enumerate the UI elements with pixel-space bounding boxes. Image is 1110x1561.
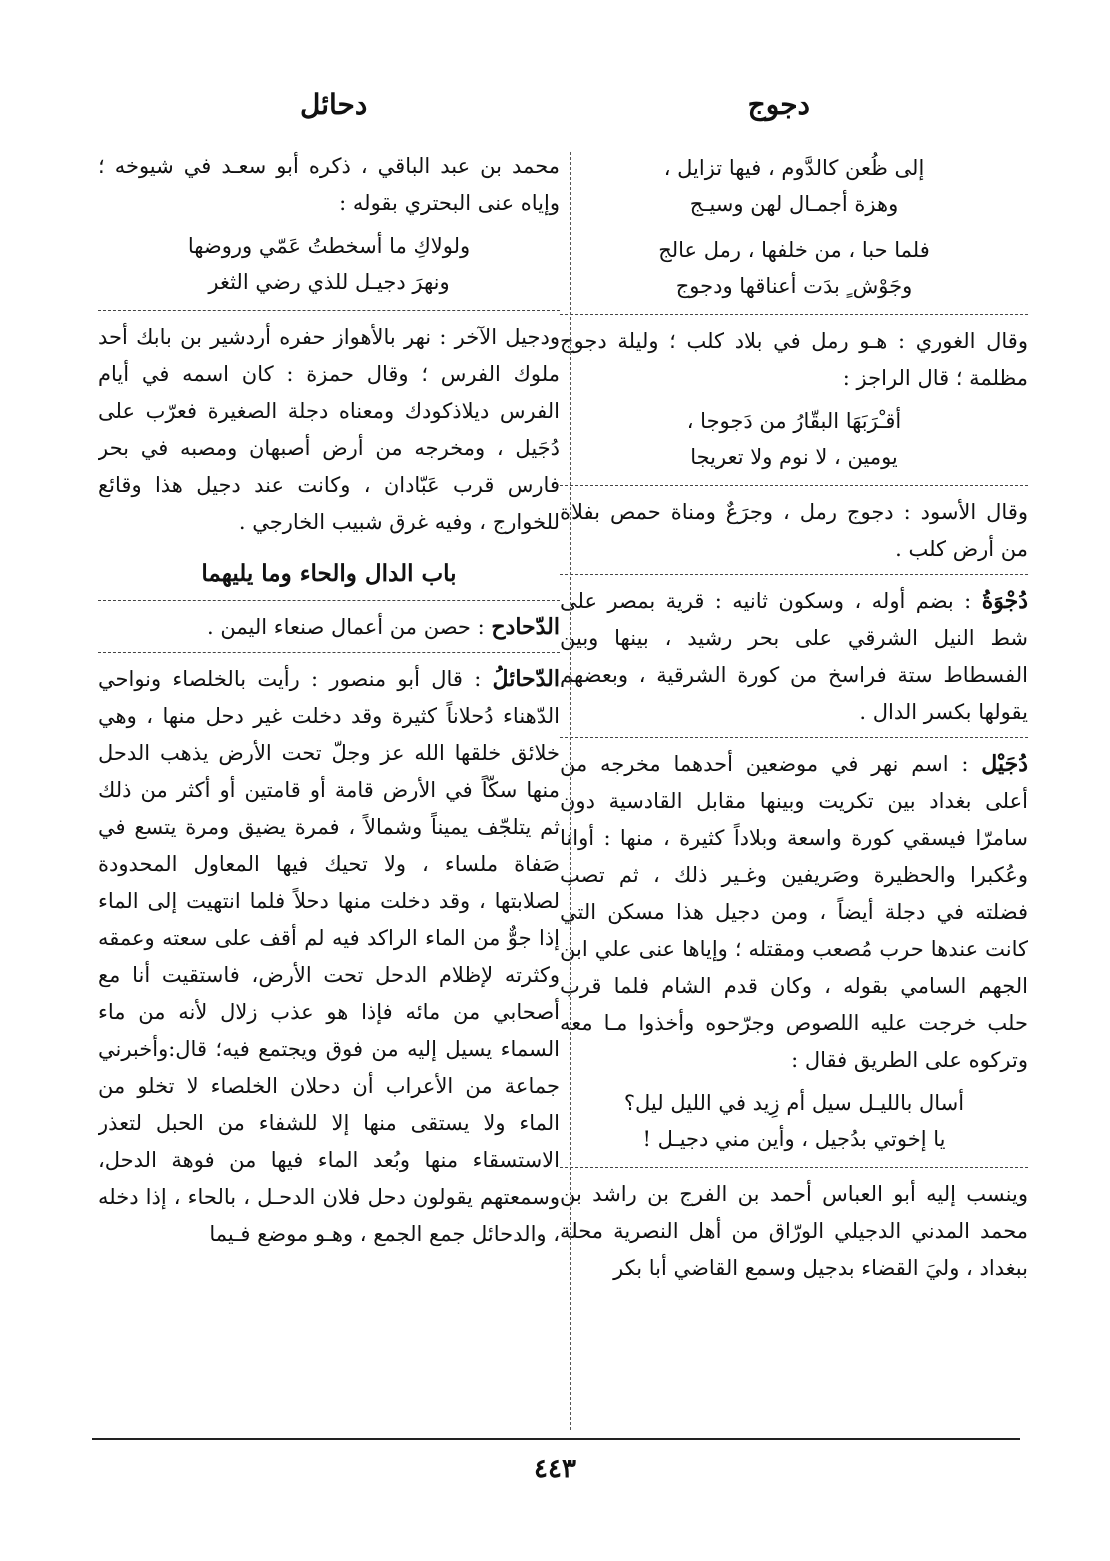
entry-separator [98,600,560,601]
verse-block [560,1085,1028,1157]
verse-block [560,150,1028,222]
entry-headword: الدّحائلُ [492,666,560,692]
entry-separator [560,1167,1028,1168]
dictionary-entry [560,583,1028,731]
verse-line: يومين ، لا نوم ولا تعريجا [690,445,898,469]
entry-text: : بضم أوله ، وسكون ثانيه : قرية بمصر على شط النيل الشرقي على بحر رشيد ، بينها وبين الفسطاط ستة فراسخ من كورة الشرقية ، وبعضهم يقولها بكسر الدال . [560,589,1028,724]
dictionary-entry [98,609,560,646]
right-column [560,148,1028,1430]
dictionary-entry [560,746,1028,1079]
paragraph: محمد بن عبد الباقي ، ذكره أبو سعـد في شيوخه ؛ وإياه عنى البحتري بقوله : [98,154,560,215]
entry-headword: دُجْوَةُ [981,588,1028,614]
verse-line: يا إخوتي بدُجيل ، وأين مني دجيـل ! [642,1127,946,1151]
column-divider [570,152,571,1430]
verse-block [560,232,1028,304]
entry-separator [560,737,1028,738]
page-number: ٤٤٣ [534,1454,576,1484]
chapter-title: باب الدال والحاء وما يليهما [201,560,457,587]
verse-line: ولولاكِ ما أسخطتُ عَمّي وروضها [187,234,471,258]
paragraph: وقال الغوري : هـو رمل في بلاد كلب ؛ وليلة دجوج مظلمة ؛ قال الراجز : [560,329,1028,390]
running-head-left: دحائل [300,88,368,121]
verse-line: أقـْرَبَهَا البقّارُ من دَجوجا ، [686,409,902,433]
entry-headword: الدّحادح [491,614,560,640]
entry-text: : اسم نهر في موضعين أحدهما مخرجه من أعلى بغداد بين تكريت وبينها مقابل القادسية دون سامرّا فيسقي كورة واسعة وبلاداً كثيرة ، منها : أوانا وعُكبرا والحظيرة وصَريفين وغـير ذلك ، ثم تصب فضلته في دجلة أيضاً ، ومن دجيل هذا مسكن التي كانت عندها حرب مُصعب ومقتله ؛ وإياها عنى علي ابن الجهم السامي بقوله ، وكان قدم الشام فلما قرب حلب خرجت عليه اللصوص وجرّحوه وأخذوا مـا معه وتركوه على الطريق فقال : [560,752,1028,1072]
entry-separator [560,574,1028,575]
entry-separator [98,310,560,311]
verse-block [560,403,1028,475]
verse-line: أسال بالليـل سيل أم زِيد في الليل ليل؟ [623,1091,965,1115]
entry-separator [560,314,1028,315]
dictionary-entry [98,661,560,1253]
entry-text: : قال أبو منصور : رأيت بالخلصاء ونواحي الدّهناء دُحلاناً كثيرة وقد دخلت غير دحل منها ، وهي خلائق خلقها الله عز وجلّ تحت الأرض يذهب الدحل منها سكّاً في الأرض قامة أو قامتين أو أكثر من ذلك ثم يتلجّف يميناً وشمالاً ، فمرة يضيق ومرة يتسع في صَفاة ملساء ، ولا تحيك فيها المعاول المحدودة لصلابتها ، وقد دخلت منها دحلاً فلما انتهيت إلى الماء إذا جوٌّ من الماء الراكد فيه لم أقف على سعته وعمقه وكثرته لإظلام الدحل تحت الأرض، فاستقيت أنا مع أصحابي من مائه فإذا هو عذب زلال لأنه من ماء السماء يسيل إليه من فوق ويجتمع فيه؛ قال:وأخبرني جماعة من الأعراب أن دحلان الخلصاء لا تخلو من الماء ولا يستقى منها إلا للشفاء من الحبل لتعذر الاستسقاء منها وبُعد الماء فيها من فوهة الدحل، وسمعتهم يقولون دحل فلان الدحـل ، بالحاء ، إذا دخله ، والدحائل جمع الجمع ، وهـو موضع فـيما [98,667,560,1246]
verse-line: فلما حبا ، من خلفها ، رمل عالج [658,238,930,262]
entry-separator [560,485,1028,486]
paragraph: وقال الأسود : دجوج رمل ، وجرَعٌ ومناة حمص بفلاة من أرض كلب . [560,500,1028,561]
entry-separator [98,652,560,653]
entry-headword: دُجَيْل [981,751,1028,777]
verse-line: ونهرَ دجيـل للذي رضي الثغر [208,270,450,294]
verse-line: وهزة أجمـال لهن وسيـج [689,192,899,216]
running-head-right: دجوج [747,88,810,121]
entry-text: : حصن من أعمال صنعاء اليمن . [207,615,492,639]
verse-line: إلى ظُعن كالدَّوم ، فيها تزايل ، [663,156,925,180]
footer-rule [92,1438,1020,1440]
verse-line: وجَوْش ٍ بدَت أعناقها ودجوج [675,274,913,298]
left-column [98,148,560,1430]
verse-block [98,228,560,300]
paragraph: ودجيل الآخر : نهر بالأهواز حفره أردشير بن بابك أحد ملوك الفرس ؛ وقال حمزة : كان اسمه في أيام الفرس ديلاذكودك ومعناه دجلة الصغيرة فعرّب على دُجَيل ، ومخرجه من أرض أصبهان ومصبه في بحر فارس قرب عَبّادان ، وكانت عند دجيل هذا وقائع للخوارج ، وفيه غرق شبيب الخارجي . [98,325,560,534]
paragraph: وينسب إليه أبو العباس أحمد بن الفرج بن راشد بن محمد المدني الدجيلي الورّاق من أهل النصرية محلة ببغداد ، وليَ القضاء بدجيل وسمع القاضي أبا بكر [560,1182,1028,1280]
